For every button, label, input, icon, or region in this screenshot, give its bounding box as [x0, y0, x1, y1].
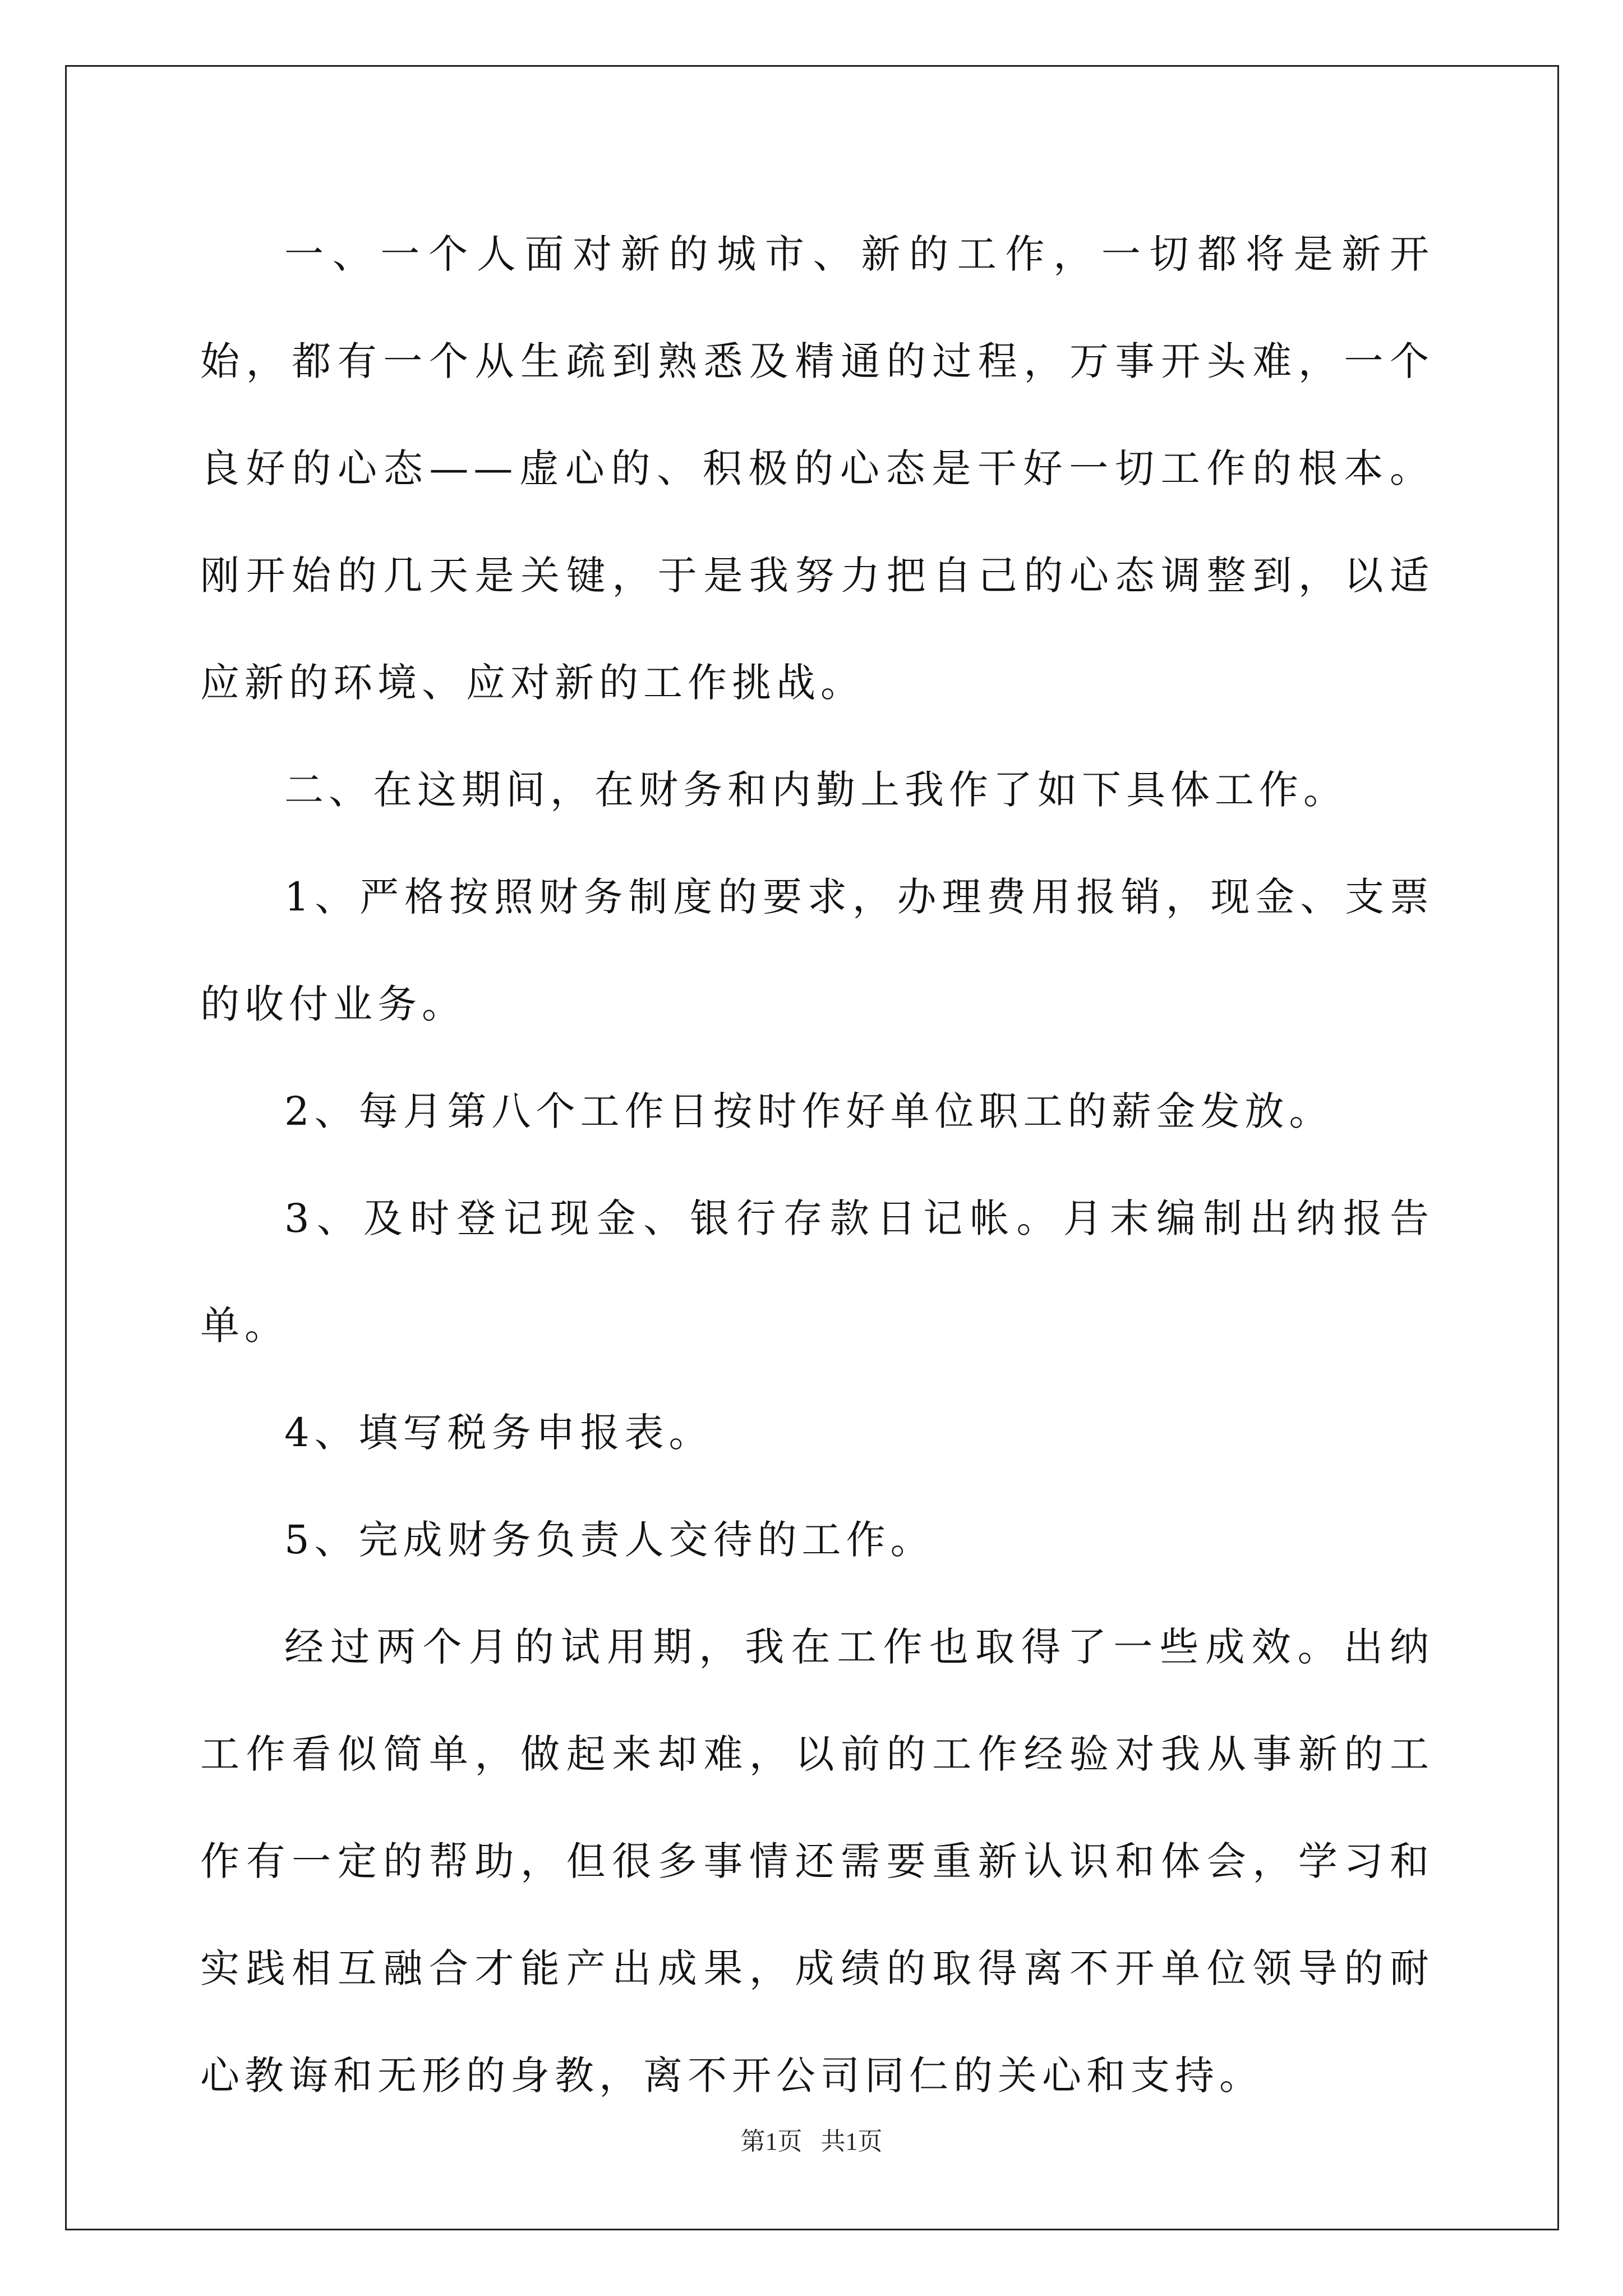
list-item-2: 2、每月第八个工作日按时作好单位职工的薪金发放。	[284, 1088, 1334, 1134]
document-body	[200, 201, 1434, 2129]
list-item-5: 5、完成财务负责人交待的工作。	[284, 1517, 935, 1563]
paragraph-intro: 一、一个人面对新的城市、新的工作，一切都将是新开始，都有一个从生疏到熟悉及精通的过程，万事开头难，一个良好的心态——虚心的、积极的心态是干好一切工作的根本。刚开始的几天是关键，于是我努力把自己的心态调整到，以适应新的环境、应对新的工作挑战。	[200, 231, 1434, 706]
paragraph-section-two: 二、在这期间，在财务和内勤上我作了如下具体工作。	[284, 767, 1348, 813]
list-item-3: 3、及时登记现金、银行存款日记帐。月末编制出纳报告单。	[200, 1195, 1434, 1349]
list-item-1: 1、严格按照财务制度的要求，办理费用报销，现金、支票的收付业务。	[200, 874, 1434, 1027]
page-number-footer: 第1页 共1页	[740, 2128, 883, 2155]
paragraph-conclusion: 经过两个月的试用期，我在工作也取得了一些成效。出纳工作看似简单，做起来却难，以前的工作经验对我从事新的工作有一定的帮助，但很多事情还需要重新认识和体会，学习和实践相互融合才能产出成果，成绩的取得离不开单位领导的耐心教诲和无形的身教，离不开公司同仁的关心和支持。	[200, 1624, 1434, 2099]
list-item-4: 4、填写税务申报表。	[284, 1410, 713, 1456]
